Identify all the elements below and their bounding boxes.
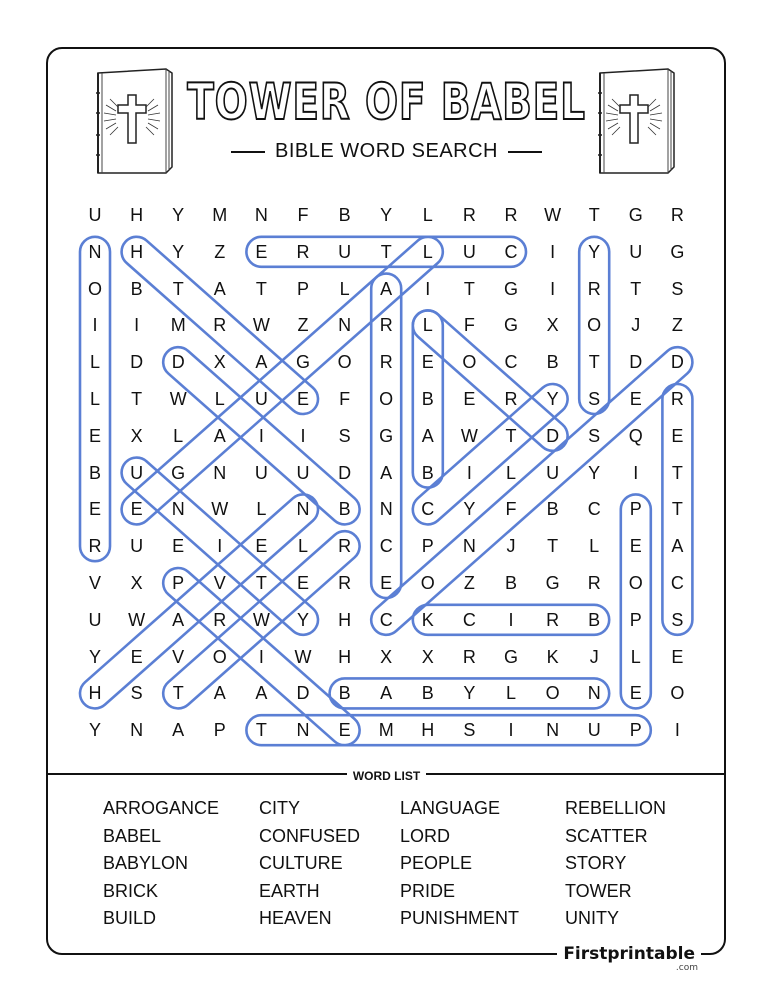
grid-letter[interactable]: L (505, 462, 516, 483)
grid-letter[interactable]: L (297, 536, 308, 557)
grid-letter[interactable]: E (296, 573, 309, 593)
grid-letter[interactable]: J (506, 536, 516, 557)
grid-letter[interactable]: G (503, 315, 518, 336)
grid-letter[interactable]: X (546, 315, 559, 336)
grid-letter[interactable]: I (134, 315, 140, 336)
brand-suffix: .com (675, 963, 698, 973)
grid-letter[interactable]: Z (214, 241, 226, 262)
grid-letter[interactable]: T (463, 278, 475, 299)
grid-letter[interactable]: R (546, 609, 560, 630)
grid-letter[interactable]: X (130, 573, 143, 593)
grid-letter[interactable]: W (169, 389, 187, 409)
grid-letter[interactable]: H (338, 609, 352, 630)
grid-letter[interactable]: V (172, 646, 185, 667)
word-list-item: PRIDE (400, 880, 456, 901)
grid-letter[interactable]: T (505, 425, 517, 446)
grid-letter[interactable]: J (631, 315, 641, 336)
grid-letter[interactable]: O (212, 646, 227, 667)
grid-letter[interactable]: A (213, 278, 226, 299)
grid-letter[interactable]: R (587, 573, 601, 593)
grid-letter[interactable]: D (171, 352, 185, 373)
grid-letter[interactable]: P (421, 536, 434, 557)
word-list-item: BABYLON (103, 853, 189, 873)
word-list-item: PUNISHMENT (400, 908, 520, 928)
grid-letter[interactable]: C (379, 536, 393, 557)
grid-letter[interactable]: L (173, 425, 184, 446)
grid-letter[interactable]: X (213, 352, 226, 373)
grid-letter[interactable]: D (130, 352, 144, 373)
grid-letter[interactable]: D (546, 425, 560, 446)
grid-letter[interactable]: F (505, 499, 517, 520)
grid-letter[interactable]: N (338, 315, 352, 336)
grid-letter[interactable]: B (421, 389, 434, 409)
word-list-item: STORY (565, 853, 627, 873)
grid-letter[interactable]: L (422, 205, 433, 225)
grid-letter[interactable]: O (420, 573, 435, 593)
grid-letter[interactable]: L (256, 499, 267, 520)
grid-letter[interactable]: I (258, 425, 264, 446)
grid-letter[interactable]: N (379, 499, 393, 520)
grid-letter[interactable]: E (296, 389, 309, 409)
grid-letter[interactable]: U (88, 205, 102, 225)
grid-letter[interactable]: R (587, 278, 601, 299)
grid-letter[interactable]: A (380, 278, 393, 299)
word-list-item: UNITY (565, 908, 619, 928)
grid-letter[interactable]: Y (380, 205, 393, 225)
grid-letter[interactable]: O (87, 278, 102, 299)
grid-letter[interactable]: X (380, 646, 393, 667)
grid-letter[interactable]: C (421, 499, 435, 520)
grid-letter[interactable]: A (213, 425, 226, 446)
grid-letter[interactable]: I (300, 425, 306, 446)
grid-letter[interactable]: R (213, 609, 227, 630)
word-list-item: CONFUSED (259, 825, 361, 846)
grid-letter[interactable]: U (296, 462, 310, 483)
word-list-column (400, 795, 519, 933)
grid-letter[interactable]: A (255, 352, 268, 373)
grid-letter[interactable]: P (213, 720, 226, 741)
grid-letter[interactable]: I (425, 278, 431, 299)
grid-letter[interactable]: T (547, 536, 559, 557)
grid-letter[interactable]: I (633, 462, 639, 483)
grid-letter[interactable]: H (338, 646, 352, 667)
grid-letter[interactable]: T (630, 278, 642, 299)
grid-letter[interactable]: W (252, 609, 270, 630)
grid-letter[interactable]: S (588, 389, 601, 409)
grid-letter[interactable]: R (670, 205, 684, 225)
grid-letter[interactable]: P (629, 720, 642, 741)
grid-letter[interactable]: Q (628, 425, 643, 446)
grid-letter[interactable]: W (211, 499, 229, 520)
grid-letter[interactable]: U (130, 462, 144, 483)
grid-letter[interactable]: E (463, 389, 476, 409)
word-list-item: CULTURE (259, 853, 343, 873)
grid-letter[interactable]: Y (172, 241, 185, 262)
grid-letter[interactable]: E (172, 536, 185, 557)
grid-letter[interactable]: I (674, 720, 680, 741)
grid-letter[interactable]: T (588, 352, 600, 373)
grid-letter[interactable]: O (670, 683, 685, 704)
grid-letter[interactable]: Y (172, 205, 185, 225)
grid-letter[interactable]: L (214, 389, 225, 409)
word-list-item: TOWER (565, 880, 632, 901)
grid-letter[interactable]: E (629, 536, 642, 557)
grid-letter[interactable]: U (88, 609, 102, 630)
word-list-column (259, 795, 360, 933)
grid-letter[interactable]: A (380, 683, 393, 704)
word-list-item: BUILD (103, 908, 157, 928)
grid-letter[interactable]: R (379, 352, 393, 373)
grid-letter[interactable]: U (130, 536, 144, 557)
grid-letter[interactable]: C (504, 241, 518, 262)
grid-letter[interactable]: O (379, 389, 394, 409)
grid-letter[interactable]: R (88, 536, 102, 557)
grid-letter[interactable]: B (504, 573, 517, 593)
word-list-item: LANGUAGE (400, 798, 501, 818)
grid-letter[interactable]: W (460, 425, 478, 446)
grid-letter[interactable]: K (546, 646, 559, 667)
word-list-item: BABEL (103, 825, 162, 846)
grid-letter[interactable]: T (255, 573, 267, 593)
grid-letter[interactable]: L (422, 315, 433, 336)
grid-letter[interactable]: B (421, 462, 434, 483)
grid-letter[interactable]: Y (463, 499, 476, 520)
grid-letter[interactable]: F (297, 205, 309, 225)
grid-letter[interactable]: B (588, 609, 601, 630)
grid-letter[interactable]: I (550, 278, 556, 299)
grid-letter[interactable]: D (296, 683, 310, 704)
grid-letter[interactable]: N (171, 499, 185, 520)
grid-letter[interactable]: C (379, 609, 393, 630)
grid-letter[interactable]: I (550, 241, 556, 262)
grid-letter[interactable]: B (546, 352, 559, 373)
grid-letter[interactable]: E (671, 646, 684, 667)
grid-letter[interactable]: E (88, 425, 101, 446)
word-list-item: HEAVEN (259, 908, 332, 928)
grid-letter[interactable]: N (296, 720, 310, 741)
grid-letter[interactable]: B (338, 499, 351, 520)
grid-letter[interactable]: B (421, 683, 434, 704)
grid-letter[interactable]: R (338, 536, 352, 557)
grid-letter[interactable]: L (89, 389, 100, 409)
grid-letter[interactable]: U (546, 462, 560, 483)
grid-letter[interactable]: E (421, 352, 434, 373)
grid-letter[interactable]: N (130, 720, 144, 741)
grid-letter[interactable]: O (337, 352, 352, 373)
grid-letter[interactable]: R (338, 573, 352, 593)
grid-letter[interactable]: E (380, 573, 393, 593)
grid-letter[interactable]: N (587, 683, 601, 704)
grid-letter[interactable]: M (378, 720, 394, 741)
grid-letter[interactable]: Z (463, 573, 475, 593)
grid-letter[interactable]: A (380, 462, 393, 483)
grid-letter[interactable]: L (589, 536, 600, 557)
grid-letter[interactable]: Y (546, 389, 559, 409)
grid-letter[interactable]: Y (588, 241, 601, 262)
grid-letter[interactable]: P (629, 499, 642, 520)
word-list-item: PEOPLE (400, 853, 473, 873)
grid-letter[interactable]: R (504, 389, 518, 409)
grid-letter[interactable]: T (131, 389, 143, 409)
grid-letter[interactable]: G (503, 278, 518, 299)
grid-letter[interactable]: A (255, 683, 268, 704)
grid-letter[interactable]: R (462, 205, 476, 225)
grid-letter[interactable]: G (670, 241, 685, 262)
word-list-item: LORD (400, 825, 451, 846)
word-list-item: REBELLION (565, 798, 667, 818)
grid-letter[interactable]: T (255, 720, 267, 741)
grid-letter[interactable]: G (545, 573, 560, 593)
grid-letter[interactable]: Z (297, 315, 309, 336)
grid-letter[interactable]: E (88, 499, 101, 520)
grid-letter[interactable]: R (379, 315, 393, 336)
grid-letter[interactable]: C (670, 573, 684, 593)
word-list-item: CITY (259, 798, 301, 818)
grid-letter[interactable]: U (587, 720, 601, 741)
word-list-item: SCATTER (565, 825, 648, 846)
grid-letter[interactable]: P (296, 278, 309, 299)
grid-letter[interactable]: I (258, 646, 264, 667)
grid-letter[interactable]: Y (88, 720, 101, 741)
grid-letter[interactable]: G (503, 646, 518, 667)
grid-letter[interactable]: L (630, 646, 641, 667)
grid-letter[interactable]: O (545, 683, 560, 704)
grid-letter[interactable]: B (338, 683, 351, 704)
grid-letter[interactable]: T (671, 462, 683, 483)
grid-letter[interactable]: N (254, 205, 268, 225)
grid-letter[interactable]: N (88, 241, 102, 262)
grid-letter[interactable]: K (421, 609, 434, 630)
grid-letter[interactable]: P (172, 573, 185, 593)
grid-letter[interactable]: G (171, 462, 186, 483)
grid-letter[interactable]: G (379, 425, 394, 446)
grid-letter[interactable]: A (172, 720, 185, 741)
grid-letter[interactable]: B (338, 205, 351, 225)
grid-letter[interactable]: H (421, 720, 435, 741)
grid-letter[interactable]: I (217, 536, 223, 557)
word-list-item: BRICK (103, 880, 159, 901)
grid-letter[interactable]: O (462, 352, 477, 373)
grid-letter[interactable]: H (130, 241, 144, 262)
grid-letter[interactable]: U (254, 389, 268, 409)
grid-letter[interactable]: U (462, 241, 476, 262)
grid-letter[interactable]: T (172, 683, 184, 704)
grid-letter[interactable]: W (128, 609, 146, 630)
grid-letter[interactable]: R (213, 315, 227, 336)
grid-letter[interactable]: T (255, 278, 267, 299)
grid-letter[interactable]: W (294, 646, 312, 667)
grid-letter[interactable]: S (588, 425, 601, 446)
grid-letter[interactable]: T (172, 278, 184, 299)
grid-letter[interactable]: G (628, 205, 643, 225)
grid-letter[interactable]: N (296, 499, 310, 520)
grid-letter[interactable]: Y (588, 462, 601, 483)
grid-letter[interactable]: F (463, 315, 475, 336)
grid-letter[interactable]: H (130, 205, 144, 225)
grid-letter[interactable]: E (255, 536, 268, 557)
grid-letter[interactable]: O (587, 315, 602, 336)
grid-letter[interactable]: S (130, 683, 143, 704)
grid-letter[interactable]: N (462, 536, 476, 557)
word-list-item: EARTH (259, 880, 320, 901)
grid-letter[interactable]: W (544, 205, 562, 225)
word-list-heading: WORD LIST (0, 765, 773, 784)
grid-letter[interactable]: M (170, 315, 186, 336)
grid-letter[interactable]: H (88, 683, 102, 704)
word-list-column (103, 795, 219, 933)
grid-letter[interactable]: B (130, 278, 143, 299)
grid-letter[interactable]: I (466, 462, 472, 483)
grid-letter[interactable]: E (629, 389, 642, 409)
grid-letter[interactable]: I (508, 609, 514, 630)
grid-letter[interactable]: S (671, 609, 684, 630)
grid-letter[interactable]: L (89, 352, 100, 373)
grid-letter[interactable]: F (339, 389, 351, 409)
grid-letter[interactable]: N (213, 462, 227, 483)
grid-letter[interactable]: U (338, 241, 352, 262)
grid-letter[interactable]: T (671, 499, 683, 520)
grid-letter[interactable]: E (130, 646, 143, 667)
grid-letter[interactable]: A (421, 425, 434, 446)
grid-letter[interactable]: V (213, 573, 226, 593)
grid-letter[interactable]: E (338, 720, 351, 741)
grid-letter[interactable]: O (628, 573, 643, 593)
word-list-item: ARROGANCE (103, 798, 220, 818)
grid-letter[interactable]: S (338, 425, 351, 446)
grid-letter[interactable]: R (462, 646, 476, 667)
grid-letter[interactable]: D (629, 352, 643, 373)
grid-letter[interactable]: D (338, 462, 352, 483)
grid-letter[interactable]: R (296, 241, 310, 262)
grid-letter[interactable]: S (463, 720, 476, 741)
grid-letter[interactable]: N (546, 720, 560, 741)
grid-letter[interactable]: E (629, 683, 642, 704)
grid-letter[interactable]: Z (671, 315, 683, 336)
grid-letter[interactable]: C (504, 352, 518, 373)
grid-letter[interactable]: A (671, 536, 684, 557)
page-title: TOWER OF BABEL (187, 73, 586, 131)
grid-letter[interactable]: Y (296, 609, 309, 630)
grid-letter[interactable]: X (421, 646, 434, 667)
grid-letter[interactable]: W (252, 315, 270, 336)
grid-letter[interactable]: C (462, 609, 476, 630)
grid-letter[interactable]: E (671, 425, 684, 446)
grid-letter[interactable]: E (255, 241, 268, 262)
grid-letter[interactable]: I (92, 315, 98, 336)
grid-letter[interactable]: J (589, 646, 599, 667)
grid-letter[interactable]: M (212, 205, 228, 225)
grid-letter[interactable]: R (504, 205, 518, 225)
grid-letter[interactable]: A (172, 609, 185, 630)
grid-letter[interactable]: G (295, 352, 310, 373)
grid-letter[interactable]: B (88, 462, 101, 483)
grid-letter[interactable]: V (88, 573, 101, 593)
grid-letter[interactable]: E (130, 499, 143, 520)
grid-letter[interactable]: X (130, 425, 143, 446)
subtitle-text: BIBLE WORD SEARCH (275, 140, 498, 162)
grid-letter[interactable]: S (671, 278, 684, 299)
grid-letter[interactable]: U (629, 241, 643, 262)
grid-letter[interactable]: L (339, 278, 350, 299)
grid-letter[interactable]: P (629, 609, 642, 630)
grid-letter[interactable]: U (254, 462, 268, 483)
grid-letter[interactable]: Y (463, 683, 476, 704)
grid-letter[interactable]: D (670, 352, 684, 373)
grid-letter[interactable]: R (670, 389, 684, 409)
word-list-column (565, 795, 666, 933)
grid-letter[interactable]: T (380, 241, 392, 262)
grid-letter[interactable]: L (505, 683, 516, 704)
brand-logo: Firstprintable (557, 944, 701, 964)
grid-letter[interactable]: I (508, 720, 514, 741)
grid-letter[interactable]: C (587, 499, 601, 520)
grid-letter[interactable]: Y (88, 646, 101, 667)
grid-letter[interactable]: A (213, 683, 226, 704)
grid-letter[interactable]: B (546, 499, 559, 520)
grid-letter[interactable]: L (422, 241, 433, 262)
grid-letter[interactable]: T (588, 205, 600, 225)
